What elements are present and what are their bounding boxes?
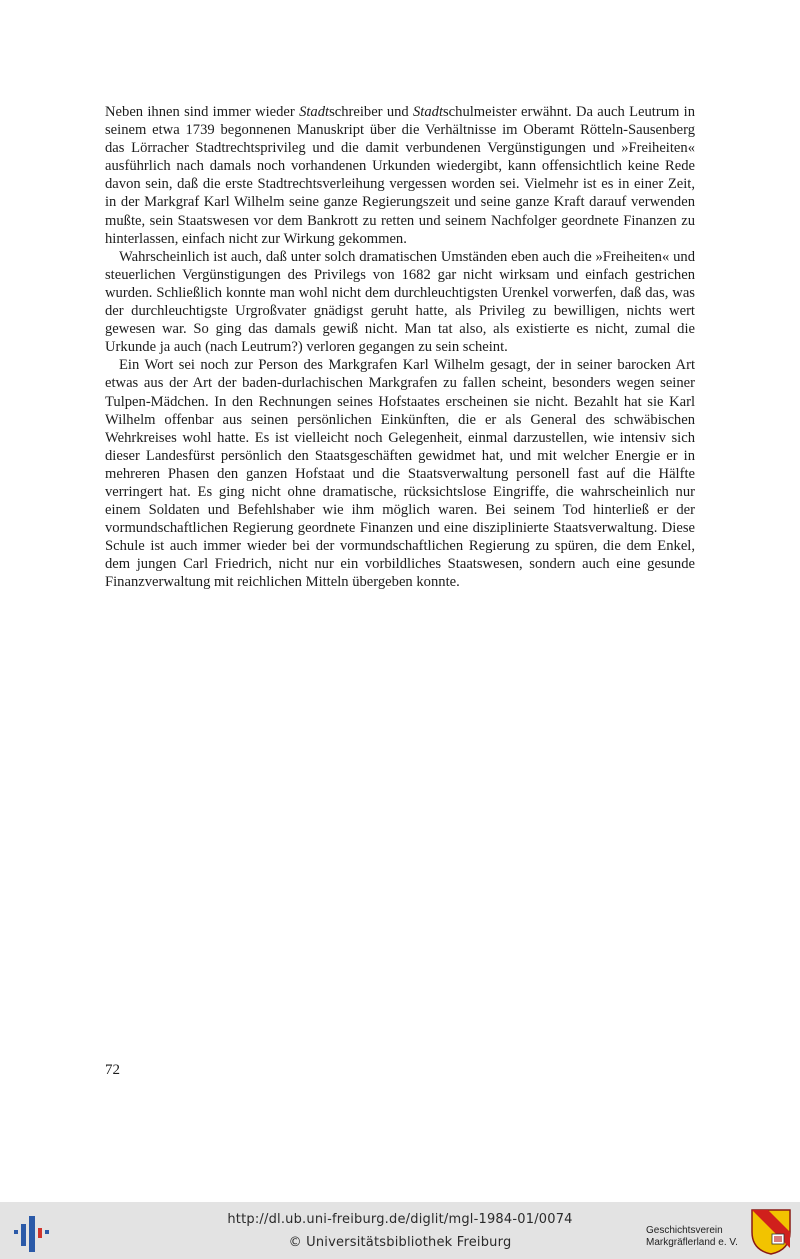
society-line-2: Markgräflerland e. V. [646,1237,738,1248]
italic-stadt: Stadt [413,104,443,120]
italic-stadt: Stadt [299,104,330,120]
society-line-1: Geschichtsverein [646,1225,723,1236]
copyright-text: © Universitätsbibliothek Freiburg [288,1235,512,1250]
ub-freiburg-logo-icon[interactable] [12,1210,52,1254]
paragraph-2: Wahrscheinlich ist auch, daß unter solch dramatischen Umständen eben auch die »Freiheiten« und steuerlichen Vergünstigungen des Privilegs von 1682 gar nicht wirksam und einfach gestrichen wurden. Schließlich konnte man wohl nicht dem durchleuchtigsten Urenkel vorwerfen, daß das, was der durchleuchtigste Urgroßvater gnädigst geruht hatte, als Privileg zu bewilligen, nichts wert gewesen war. So ging das damals gewiß nicht. Man tat also, als existierte es nicht, zumal die Urkunde ja auch (nach Leutrum?) verloren gegangen zu sein scheint. [105,248,695,356]
coat-of-arms-icon[interactable] [750,1208,792,1256]
document-url-link[interactable]: http://dl.ub.uni-freiburg.de/diglit/mgl-1984-01/0074 [227,1212,573,1227]
society-name[interactable] [646,1225,756,1249]
paragraph-1: Neben ihnen sind immer wieder Stadtschreiber und Stadtschulmeister erwähnt. Da auch Leutrum in seinem etwa 1739 begonnenen Manuskript über die Verhältnisse im Oberamt Rötteln-Sausenberg das Lörracher Stadtrechtsprivileg und die damit verbundenen Vergünstigungen und »Freiheiten« ausführlich nach damals noch vorhandenen Urkunden wiedergibt, kann offensichtlich keine Rede davon sein, daß die erste Stadtrechtsverleihung vergessen worden sei. Vielmehr ist es in einer Zeit, in der Markgraf Karl Wilhelm seine ganze Regierungszeit und seine ganze Kraft darauf verwenden mußte, sein Staatswesen vor dem Bankrott zu retten und seinem Nachfolger geordnete Finanzen zu hinterlassen, einfach nicht zur Wirkung gekommen. [105,104,695,247]
footer-bar [0,1202,800,1259]
page-number: 72 [105,1062,120,1078]
body-text [105,103,695,592]
paragraph-3: Ein Wort sei noch zur Person des Markgrafen Karl Wilhelm gesagt, der in seiner barocken Art etwas aus der Art der baden-durlachischen Markgrafen zu fallen scheint, besonders wegen seiner Tulpen-Mädchen. In den Rechnungen seines Hofstaates erscheinen sie nicht. Bezahlt hat sie Karl Wilhelm offenbar aus seinen persönlichen Einkünften, die er als General des schwäbischen Wehrkreises wohl hatte. Es ist vielleicht noch Gelegenheit, einmal darzustellen, wie intensiv sich dieser Landesfürst persönlich den Staatsgeschäften gewidmet hat, und mit welcher Energie er in mehreren Phasen den ganzen Hofstaat und die Staatsverwaltung personell fast auf die Hälfte verringert hat. Es ging nicht ohne dramatische, rücksichtslose Eingriffe, die wahrscheinlich nur einem Soldaten und Befehlshaber wie ihm möglich waren. Bei seinem Tod hinterließ er der vormundschaftlichen Regierung geordnete Finanzen und eine disziplinierte Staatsverwaltung. Diese Schule ist auch immer wieder bei der vormundschaftlichen Regierung zu spüren, die dem Enkel, dem jungen Carl Friedrich, nicht nur ein vorbildliches Staatswesen, sondern auch eine gesunde Finanzverwaltung mit reichlichen Mitteln übergeben konnte. [105,357,695,591]
